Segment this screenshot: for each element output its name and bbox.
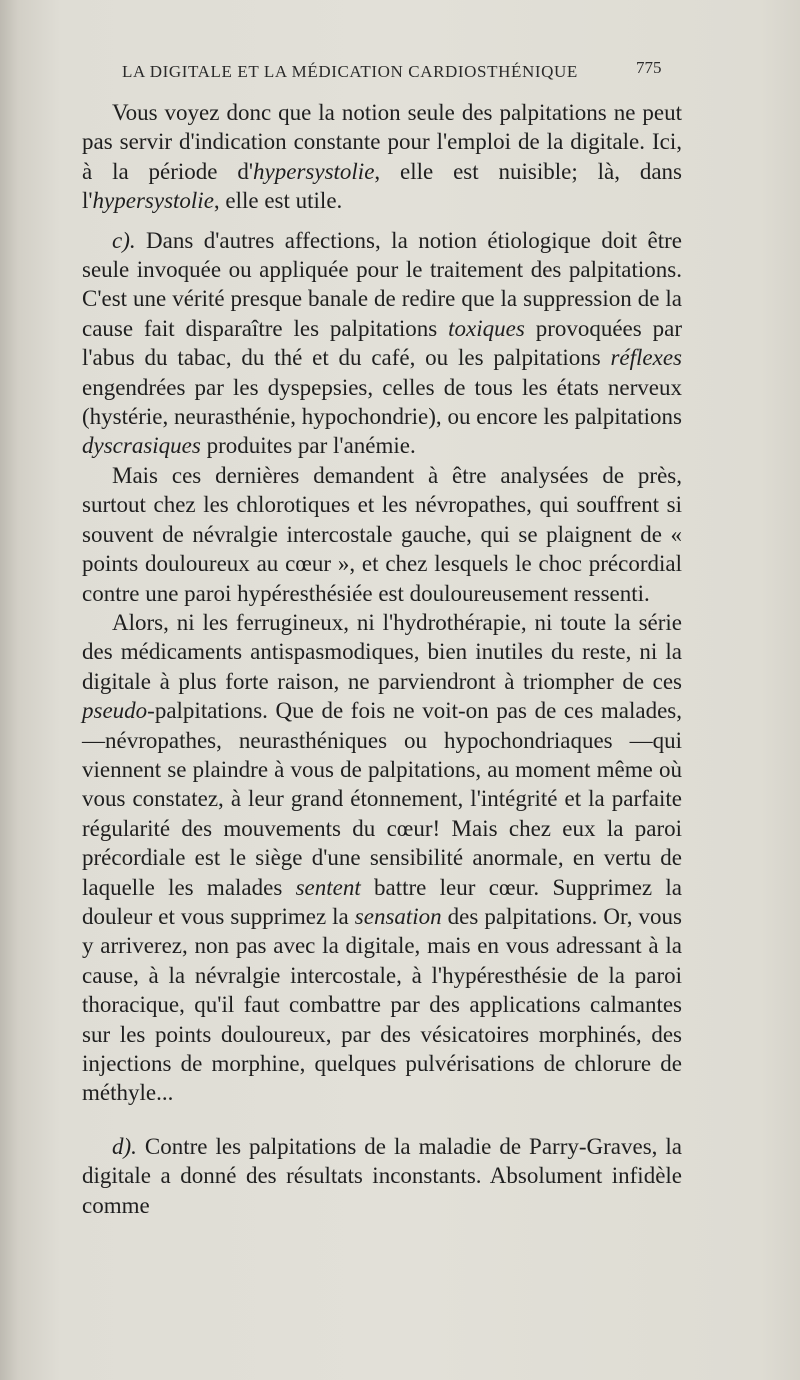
p2-text-5: engendrées par les dyspepsies, celles de tous les états nerveux (hystérie, neurasthénie, hypochondrie), ou encore les palpitations <box>82 374 682 430</box>
p2-term-toxiques: toxiques <box>448 315 525 341</box>
p4-term-sentent: sentent <box>295 874 361 900</box>
p2-text-1: Dans d'autres affections, la notion étiologique doit être seule invoquée ou appliquée pour le traitement des palpitations. C'est une vérité presque banale de redire que la suppression de la cause fait disparaître les palpitations <box>82 227 682 341</box>
p2-term-dyscrasiques: dyscrasiques <box>82 433 201 459</box>
p1-sentence-1: Vous voyez donc que la notion seule des palpitations ne peut pas servir d'indication constante pour l'emploi de la digitale. <box>82 100 682 155</box>
paragraph-3 <box>82 461 682 608</box>
p4-text-7: des palpitations. Or, vous y arriverez, non pas avec la digitale, mais en vous adressant à la cause, à la névralgie intercostale, à l'hypéresthésie de la paroi thoracique, qu'il faut combattre par des applications calmantes sur les points douloureux, par des vésicatoires morphinés, des injections de morphine, quelques pulvérisations de chlorure de méthyle... <box>82 903 682 1106</box>
p1-term-hypersystolie-1: hypersystolie <box>253 158 375 184</box>
p4-text-5: battre leur cœur. Supprimez la douleur et vous supprimez la <box>82 874 682 929</box>
p4-text-1: Alors, ni les ferrugineux, ni l'hydrothérapie, ni toute la série des médicaments antispasmodiques, bien inutiles du reste, ni la digitale à plus forte raison, ne parviendront à triompher de ces <box>82 609 682 694</box>
p1-text-a: Ici, à la période d' <box>82 129 682 184</box>
p1-text-e: , elle est utile. <box>213 188 343 214</box>
p1-text-c: , elle est nuisible; là, dans l' <box>82 158 682 214</box>
paragraph-2 <box>82 226 682 461</box>
p2-text-7: produites par l'anémie. <box>200 433 416 459</box>
page-number: 775 <box>636 58 662 77</box>
p4-term-pseudo: pseudo <box>82 698 148 724</box>
p5-section-label: d). <box>112 1133 137 1159</box>
p2-term-reflexes: réflexes <box>610 345 682 371</box>
p2-section-label: c). <box>112 227 136 253</box>
paragraph-4 <box>82 608 682 1108</box>
page-header <box>0 56 800 92</box>
p2-text-3: provoquées par l'abus du tabac, du thé et du café, ou les palpitations <box>82 315 682 371</box>
p5-text: Contre les palpitations de la maladie de Parry-Graves, la digitale a donné des résultats inconstants. Absolument infidèle comme <box>82 1133 682 1218</box>
paragraph-5 <box>82 1132 682 1220</box>
running-head: LA DIGITALE ET LA MÉDICATION CARDIOSTHÉNIQUE <box>122 62 578 81</box>
p1-term-hypersystolie-2: hypersystolie <box>92 188 214 214</box>
p3-text: Mais ces dernières demandent à être analysées de près, surtout chez les chlorotiques et les névropathes, qui souffrent si souvent de névralgie intercostale gauche, qui se plaignent de « points douloureux au cœur », et chez lesquels le choc précordial contre une paroi hypéresthésiée est douloureusement ressenti. <box>82 462 682 606</box>
body-text <box>82 98 682 1220</box>
p4-term-sensation: sensation <box>354 903 442 929</box>
p4-text-3: -palpitations. Que de fois ne voit-on pas de ces malades, —névropathes, neurasthéniques ou hypochondriaques —qui viennent se plaindre à vous de palpitations, au moment même où vous constatez, à leur grand étonnement, l'intégrité et la parfaite régularité des mouvements du cœur! Mais chez eux la paroi précordiale est le siège d'une sensibilité anormale, en vertu de laquelle les malades <box>82 698 682 900</box>
paragraph-1 <box>82 98 682 216</box>
